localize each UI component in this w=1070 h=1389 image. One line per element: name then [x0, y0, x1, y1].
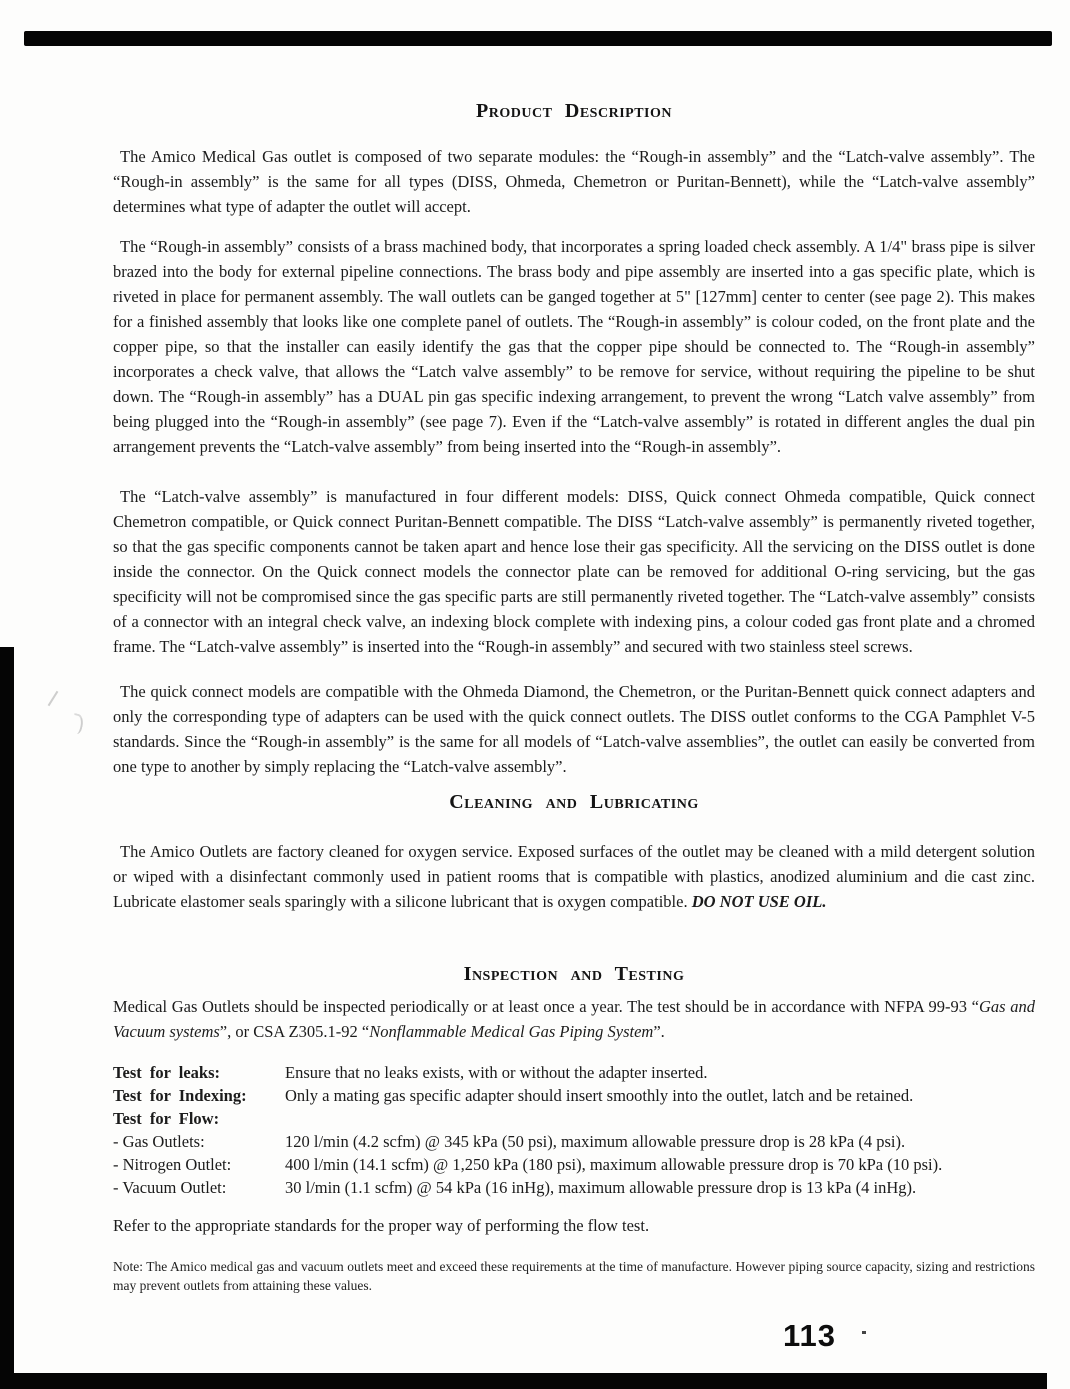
- scan-smudge-mark: [48, 691, 59, 706]
- test-label-flow: Test for Flow:: [113, 1109, 220, 1128]
- paragraph-rough-in-assembly: The “Rough-in assembly” consists of a brass machined body, that incorporates a spring loaded check assembly. A 1/4" brass pipe is silver brazed into the body for external pipeline connections. The brass body and pipe assembly are inserted into a gas specific plate, which is riveted in place for permanent assembly. The wall outlets can be ganged together at 5" [127mm] center to center (see page 2). This makes for a finished assembly that looks like one complete panel of outlets. The “Rough-in assembly” is colour coded, on the front plate and the copper pipe, so that the installer can easily identify the gas that the copper pipe should be connected to. The “Rough-in assembly” incorporates a check valve, that allows the “Latch valve assembly” to be remove for service, without requiring the pipeline to be shut down. The “Rough-in assembly” has a DUAL pin gas specific indexing arrangement, to prevent the wrong “Latch valve assembly” from being plugged into the “Rough-in assembly” (see page 7). Even if the “Latch-valve assembly” is rotated in different angles the dual pin arrangement prevents the “Latch-valve assembly” from being inserted into the “Rough-in assembly”.: [113, 237, 1035, 456]
- scan-artifact-top-bar: [24, 31, 1052, 46]
- footnote: Note: The Amico medical gas and vacuum outlets meet and exceed these requirements at the time of manufacture. However piping source capacity, sizing and restrictions may prevent outlets from attaining these values.: [113, 1259, 1035, 1293]
- test-text-flow: [285, 1107, 1035, 1130]
- test-label-leaks: Test for leaks:: [113, 1063, 220, 1082]
- flow-label-nitrogen-outlet: - Nitrogen Outlet:: [113, 1155, 232, 1174]
- scan-artifact-bottom-bar: [0, 1373, 1047, 1389]
- paragraph-refer-standards: Refer to the appropriate standards for the proper way of performing the flow test.: [113, 1216, 650, 1235]
- test-label-indexing: Test for Indexing:: [113, 1086, 247, 1105]
- paragraph-cleaning-instructions: The Amico Outlets are factory cleaned for oxygen service. Exposed surfaces of the outlet may be cleaned with a mild detergent solution or wiped with a disinfectant commonly used in patient rooms that is compatible with plastics, anodized aluminium and die cast zinc. Lubricate elastomer seals sparingly with a silicone lubricant that is oxygen compatible. DO NOT USE OIL.: [113, 842, 1035, 911]
- test-text-leaks: Ensure that no leaks exists, with or without the adapter inserted.: [285, 1063, 708, 1082]
- test-text-indexing: Only a mating gas specific adapter should insert smoothly into the outlet, latch and be retained.: [285, 1086, 914, 1105]
- paragraph-quick-connect-models: The quick connect models are compatible with the Ohmeda Diamond, the Chemetron, or the Puritan-Bennett quick connect adapters and only the corresponding type of adapters can be used with the quick connect outlets. The DISS outlet conforms to the CGA Pamphlet V-5 standards. Since the “Rough-in assembly” is the same for all models of “Latch-valve assemblies”, the outlet can easily be converted from one type to another by simply replacing the “Latch-valve assembly”.: [113, 682, 1035, 776]
- flow-text-gas-outlets: 120 l/min (4.2 scfm) @ 345 kPa (50 psi), maximum allowable pressure drop is 28 kPa (4 psi).: [285, 1132, 906, 1151]
- page-number: 113: [783, 1318, 837, 1353]
- flow-label-vacuum-outlet: - Vacuum Outlet:: [113, 1178, 227, 1197]
- test-list: [113, 1061, 1035, 1199]
- flow-text-vacuum-outlet: 30 l/min (1.1 scfm) @ 54 kPa (16 inHg), maximum allowable pressure drop is 13 kPa (4 inHg).: [285, 1178, 917, 1197]
- section-heading-product-description: Product Description: [476, 100, 672, 122]
- paragraph-inspection-intro: Medical Gas Outlets should be inspected periodically or at least once a year. The test should be in accordance with NFPA 99-93 “Gas and Vacuum systems”, or CSA Z305.1-92 “Nonflammable Medical Gas Piping System”.: [113, 997, 1035, 1041]
- flow-text-nitrogen-outlet: 400 l/min (14.1 scfm) @ 1,250 kPa (180 psi), maximum allowable pressure drop is 70 kPa (10 psi).: [285, 1155, 943, 1174]
- paragraph-modules-overview: The Amico Medical Gas outlet is composed of two separate modules: the “Rough-in assembly” and the “Latch-valve assembly”. The “Rough-in assembly” is the same for all types (DISS, Ohmeda, Chemetron or Puritan-Bennett), while the “Latch-valve assembly” determines what type of adapter the outlet will accept.: [113, 147, 1035, 216]
- section-heading-inspection-testing: Inspection and Testing: [463, 963, 685, 985]
- paragraph-latch-valve-assembly: The “Latch-valve assembly” is manufactured in four different models: DISS, Quick connect Ohmeda compatible, Quick connect Chemetron compatible, or Quick connect Puritan-Bennett compatible. The DISS “Latch-valve assembly” is permanently riveted together, so that the gas specific components cannot be taken apart and hence lose their gas specificity. All the servicing on the DISS outlet is done inside the connector. On the Quick connect models the connector plate can be removed for additional O-ring servicing, but the gas specificity will not be compromised since the gas specific parts are still permanently riveted together. The “Latch-valve assembly” consists of a connector with an integral check valve, an indexing block complete with indexing pins, a colour coded gas front plate and a chromed frame. The “Latch-valve assembly” is inserted into the “Rough-in assembly” and secured with two stainless steel screws.: [113, 487, 1035, 656]
- flow-label-gas-outlets: - Gas Outlets:: [113, 1132, 205, 1151]
- scan-smudge-mark: [70, 713, 86, 735]
- scan-speck: [862, 1331, 866, 1334]
- scan-artifact-left-bar: [0, 647, 14, 1389]
- section-heading-cleaning-lubricating: Cleaning and Lubricating: [449, 791, 699, 813]
